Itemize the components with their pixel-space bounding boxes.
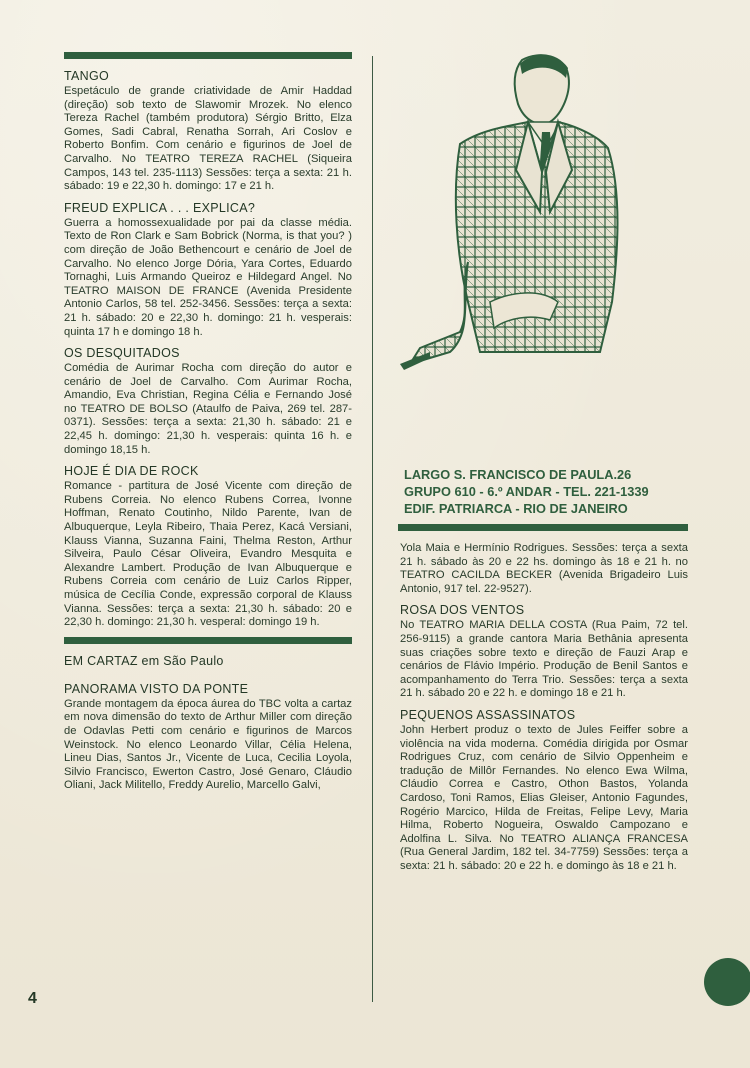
section-rule	[64, 637, 352, 644]
tailor-advertisement	[390, 52, 690, 522]
listing-tango	[64, 69, 352, 194]
ad-address-line: LARGO S. FRANCISCO DE PAULA.26	[404, 467, 632, 482]
listing-continued	[400, 542, 688, 596]
listing-title: HOJE É DIA DE ROCK	[64, 464, 199, 479]
listing-desquitados	[64, 346, 352, 457]
listing-title: ROSA DOS VENTOS	[400, 603, 525, 618]
listing-panorama	[64, 682, 352, 793]
listing-text: John Herbert produz o texto de Jules Feiffer sobre a violência na vida moderna. Comédia dirigida por Osmar Rodrigues Cruz, com cenário de Silvio Oppenheim e tradução de Millôr Fernandes. No elenco Ewa Wilma, Cláudio Correa e Castro, Othon Bastos, Yolanda Cardoso, Toni Ramos, Elias Gleiser, Antonio Fagundes, Rogério Marcico, Hilda de Freitas, Felipe Levy, Maria Hilma, Roberto Nogueira, Oswaldo Campozano e Adolfina L. Silva. No TEATRO ALIANÇA FRANCESA (Rua General Jardim, 182 tel. 34-7759) Sessões: terça a sexta: 21 h. sábado: 20 e 22 h. e domingo às 18 e 21 h.	[400, 723, 688, 872]
ad-address-line: EDIF. PATRIARCA - RIO DE JANEIRO	[404, 501, 628, 516]
listing-text: Romance - partitura de José Vicente com direção de Rubens Correia. No elenco Rubens Correa, Ivonne Hoffman, Renato Coutinho, Nildo Parente, Ivan de Albuquerque, Leyla Ribeiro, Thaia Perez, Kacá Versiani, Klauss Vianna, Suzanna Faini, Thelma Reston, Arthur Silveira, Paulo César Oliveira, Evandro Mesquita e Alexandre Lambert. Produção de Ivan Albuquerque e Rubens Correia com cenário de Luiz Carlos Ripper, música de Cecília Conde, expressão corporal de Klauss Vianna. Sessões: terça a sexta: 21,30 h. sábado: 20 e 22,30 h. domingo: 21,30 h. vesperal: domingo 19 h.	[64, 480, 352, 629]
listing-pequenos-assassinatos	[400, 708, 688, 874]
listing-text: Yola Maia e Hermínio Rodrigues. Sessões: terça a sexta 21 h. sábado às 20 e 22 hs. domingo às 18 e 21 h. no TEATRO CACILDA BECKER (Avenida Brigadeiro Luis Antonio, 917 tel. 22-9527).	[400, 542, 688, 595]
right-column	[400, 528, 688, 880]
listing-title: PEQUENOS ASSASSINATOS	[400, 707, 576, 722]
left-column	[64, 52, 352, 800]
column-divider	[372, 56, 373, 1002]
page-number: 4	[28, 990, 37, 1007]
listing-text: Espetáculo de grande criatividade de Amir Haddad (direção) sob texto de Slawomir Mrozek. No elenco Tereza Rachel (também produtora) Sérgio Britto, Elza Gomes, Sadi Cabral, Renatha Sorrah, Ari Coslov e Roberto Bonfim. Com cenário e figurinos de Joel de Carvalho. No TEATRO TEREZA RACHEL (Siqueira Campos, 143 tel. 235-1113) Sessões: terça a sexta: 21 h. sábado: 19 e 22,30 h. domingo: 17 e 21 h.	[64, 85, 352, 193]
listing-title: PANORAMA VISTO DA PONTE	[64, 681, 249, 696]
listing-title: FREUD EXPLICA . . . EXPLICA?	[64, 200, 256, 215]
listing-freud	[64, 201, 352, 339]
listing-title: TANGO	[64, 69, 110, 83]
ad-address	[404, 466, 704, 517]
tailor-illustration	[390, 52, 690, 382]
listing-text: Comédia de Aurimar Rocha com direção do autor e cenário de Joel de Carvalho. Com Aurimar Rocha, Amandio, Eva Christian, Regina Célia e Fernando José no TEATRO DE BOLSO (Ataulfo de Paiva, 269 tel. 287-0371). Sessões: terça a sexta: 21,30 h. sábado: 21 e 22,45 h. domingo: 21,30 h. vesperais: quinta 16 h. e domingo 18,15 h.	[64, 362, 352, 456]
em-cartaz-heading: EM CARTAZ em São Paulo	[64, 653, 224, 668]
listing-rosa-dos-ventos	[400, 603, 688, 701]
listing-rock	[64, 464, 352, 630]
listing-text: No TEATRO MARIA DELLA COSTA (Rua Paim, 72 tel. 256-9115) a grande cantora Maria Bethânia apresenta suas criações sobre texto e direção de Fauzi Arap e cenários de Flávio Império. Produção de Benil Santos e acompanhamento do Terra Trio. Sessões: terça a sexta 21 h. sábado 20 e 22 h. e domingo 18 e 21 h.	[400, 619, 688, 700]
listing-text: Grande montagem da época áurea do TBC volta a cartaz em nova dimensão do texto de Arthur Miller com direção de Odavlas Petti com cenário e figurinos de Marcos Weinstock. No elenco Leonardo Villar, Célia Helena, Lineu Dias, Santos Jr., Vicente de Luca, Cecilia Loyola, Silvio Francisco, Ewerton Castro, José Genaro, Cláudio Oliani, Jack Militello, Freddy Aurelio, Marcello Galvi,	[64, 697, 352, 792]
listing-text: Guerra a homossexualidade por pai da classe média. Texto de Ron Clark e Sam Bobrick (Norma, is that you? ) com direção de João Bethencourt e cenário de Joel de Carvalho. No elenco Jorge Dória, Yara Cortes, Eduardo Tornaghi, Luis Armando Queiroz e Hildegard Angel. No TEATRO MAISON DE FRANCE (Avenida Presidente Antonio Carlos, 58 tel. 252-3456. Sessões: terça a sexta: 21 h. sábado: 20 e 22,30 h. domingo: 21 h. vesperais: quinta 17 h e domingo 18 h.	[64, 216, 352, 338]
listing-title: OS DESQUITADOS	[64, 346, 180, 361]
top-rule-left	[64, 52, 352, 59]
ad-address-line: GRUPO 610 - 6.º ANDAR - TEL. 221-1339	[404, 484, 649, 499]
page-tab-marker	[704, 958, 750, 1006]
